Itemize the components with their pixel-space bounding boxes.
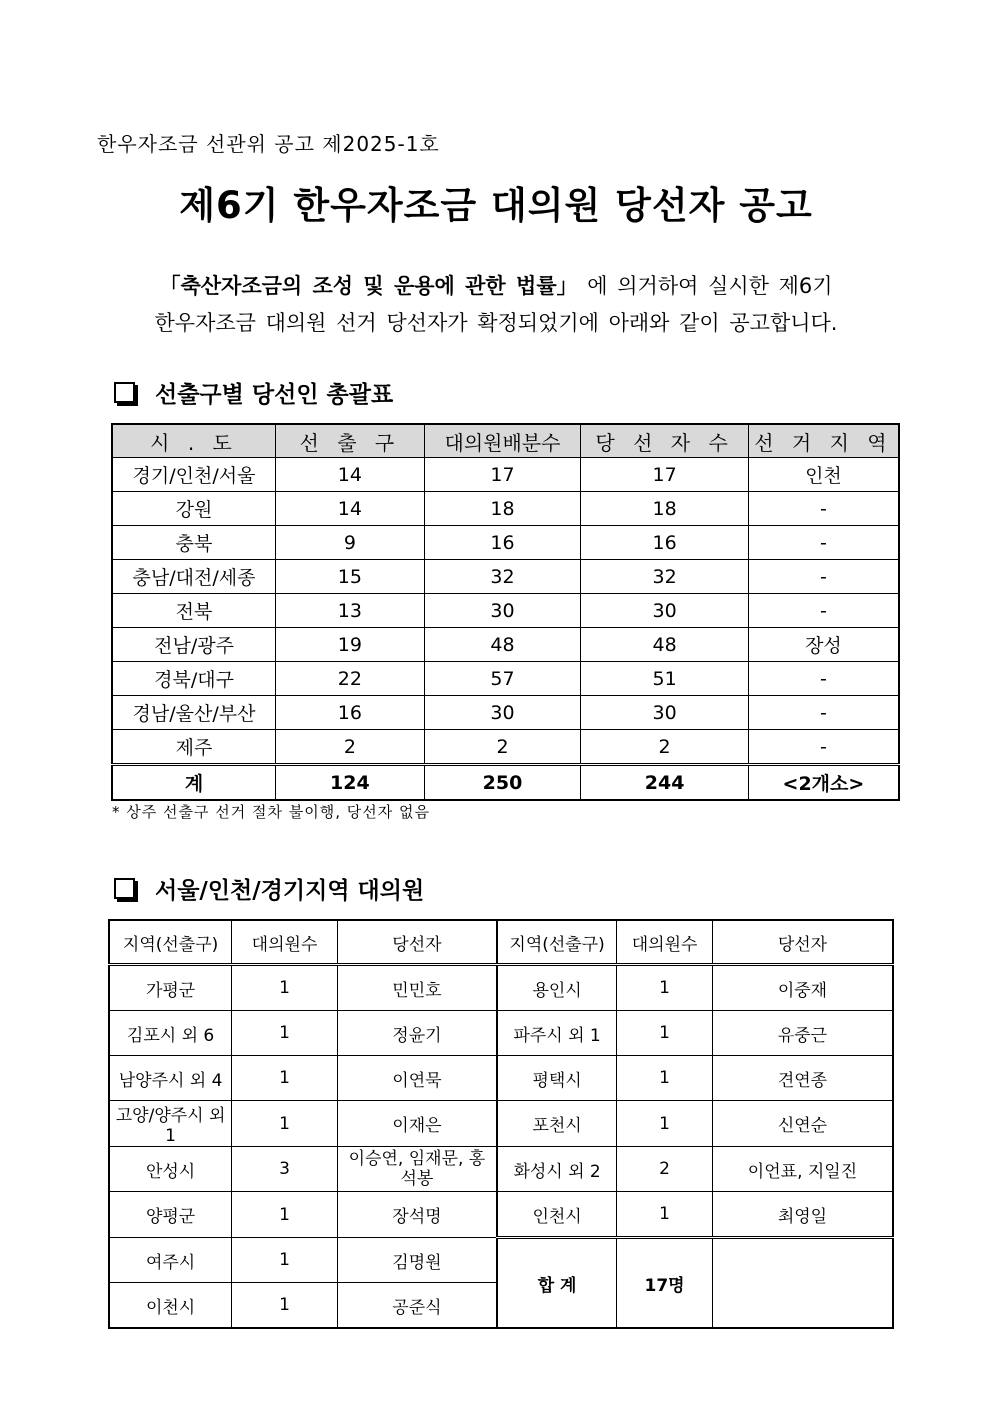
region-cell: 이중재 (712, 965, 893, 1011)
region-cell: 1 (617, 1011, 713, 1056)
summary-cell: - (748, 696, 899, 730)
region-cell: 최영일 (712, 1192, 893, 1238)
summary-heading-text: 선출구별 당선인 총괄표 (155, 382, 394, 408)
summary-cell: 16 (581, 526, 749, 560)
region-cell: 1 (232, 965, 338, 1011)
region-cell: 용인시 (497, 965, 617, 1011)
region-cell: 파주시 외 1 (497, 1011, 617, 1056)
region-row (109, 965, 893, 1011)
summary-total-cell: 계 (112, 765, 276, 801)
summary-cell: 30 (581, 696, 749, 730)
summary-cell: 16 (424, 526, 581, 560)
region-cell: 1 (617, 1056, 713, 1101)
region-cell: 견연종 (712, 1056, 893, 1101)
column-header: 대의원수 (232, 920, 338, 965)
region-cell: 공준식 (337, 1283, 497, 1329)
summary-cell: 19 (276, 628, 425, 662)
summary-total-cell: 250 (424, 765, 581, 801)
region-cell: 3 (232, 1147, 338, 1192)
summary-total-row (112, 765, 899, 801)
column-header: 당선자 (712, 920, 893, 965)
summary-cell: 48 (581, 628, 749, 662)
region-cell: 양평군 (109, 1192, 232, 1238)
checkbox-bullet-icon (114, 878, 135, 899)
region-total-value: 17명 (617, 1238, 713, 1329)
region-row (109, 1101, 893, 1147)
region-cell: 정윤기 (337, 1011, 497, 1056)
checkbox-bullet-icon (114, 382, 135, 403)
summary-table (111, 423, 900, 801)
summary-cell: 14 (276, 458, 425, 492)
summary-cell: 32 (424, 560, 581, 594)
summary-cell: 15 (276, 560, 425, 594)
summary-cell: 2 (424, 730, 581, 765)
summary-cell: - (748, 662, 899, 696)
column-header: 지역(선출구) (109, 920, 232, 965)
intro-paragraph (110, 268, 882, 342)
summary-cell: 32 (581, 560, 749, 594)
summary-cell: 30 (424, 696, 581, 730)
region-cell: 화성시 외 2 (497, 1147, 617, 1192)
document-title: 제6기 한우자조금 대의원 당선자 공고 (179, 184, 813, 227)
column-header: 당선자 (337, 920, 497, 965)
summary-cell: 17 (424, 458, 581, 492)
region-heading (112, 872, 424, 905)
region-cell: 남양주시 외 4 (109, 1056, 232, 1101)
region-cell: 장석명 (337, 1192, 497, 1238)
region-cell: 김포시 외 6 (109, 1011, 232, 1056)
summary-cell: - (748, 730, 899, 765)
summary-row (112, 628, 899, 662)
summary-row (112, 492, 899, 526)
region-table (108, 919, 894, 1329)
column-header: 시 . 도 (112, 424, 276, 458)
summary-total-cell: <2개소> (748, 765, 899, 801)
summary-total-cell: 244 (581, 765, 749, 801)
footnote: * 상주 선출구 선거 절차 불이행, 당선자 없음 (112, 803, 430, 821)
region-row (109, 1238, 893, 1283)
region-row (109, 1147, 893, 1192)
region-heading-text: 서울/인천/경기지역 대의원 (155, 878, 425, 904)
summary-cell: - (748, 594, 899, 628)
region-cell: 고양/양주시 외 1 (109, 1101, 232, 1147)
summary-row (112, 458, 899, 492)
region-row (109, 1056, 893, 1101)
summary-cell: 14 (276, 492, 425, 526)
intro-line1: 에 의거하여 실시한 제6기 (577, 274, 833, 298)
summary-cell: 경북/대구 (112, 662, 276, 696)
column-header: 대의원수 (617, 920, 713, 965)
region-cell: 유중근 (712, 1011, 893, 1056)
law-name: 「축산자조금의 조성 및 운용에 관한 법률」 (159, 274, 578, 298)
summary-row (112, 696, 899, 730)
summary-heading (112, 376, 393, 409)
region-cell: 1 (232, 1238, 338, 1283)
region-cell: 이언표, 지일진 (712, 1147, 893, 1192)
region-cell: 1 (617, 965, 713, 1011)
summary-cell: 강원 (112, 492, 276, 526)
summary-cell: 51 (581, 662, 749, 696)
region-cell: 신연순 (712, 1101, 893, 1147)
summary-total-cell: 124 (276, 765, 425, 801)
summary-cell: 전남/광주 (112, 628, 276, 662)
summary-header-row (112, 424, 899, 458)
summary-cell: 30 (581, 594, 749, 628)
summary-cell: 2 (276, 730, 425, 765)
summary-cell: 경기/인천/서울 (112, 458, 276, 492)
summary-row (112, 662, 899, 696)
summary-row (112, 594, 899, 628)
summary-cell: 18 (581, 492, 749, 526)
region-cell: 이연묵 (337, 1056, 497, 1101)
region-cell: 이천시 (109, 1283, 232, 1329)
summary-cell: 인천 (748, 458, 899, 492)
region-cell: 1 (232, 1056, 338, 1101)
region-total-blank (712, 1238, 893, 1329)
column-header: 당 선 자 수 (581, 424, 749, 458)
region-cell: 인천시 (497, 1192, 617, 1238)
region-cell: 민민호 (337, 965, 497, 1011)
summary-cell: 16 (276, 696, 425, 730)
intro-line2: 한우자조금 대의원 선거 당선자가 확정되었기에 아래와 같이 공고합니다. (154, 311, 838, 335)
summary-row (112, 526, 899, 560)
summary-cell: 2 (581, 730, 749, 765)
region-cell: 이승연, 임재문, 홍석봉 (337, 1147, 497, 1192)
summary-cell: 48 (424, 628, 581, 662)
region-row (109, 1011, 893, 1056)
summary-cell: 경남/울산/부산 (112, 696, 276, 730)
summary-cell: 30 (424, 594, 581, 628)
summary-cell: 충남/대전/세종 (112, 560, 276, 594)
region-header-row (109, 920, 893, 965)
region-row (109, 1192, 893, 1238)
region-cell: 1 (232, 1101, 338, 1147)
region-cell: 1 (617, 1101, 713, 1147)
region-cell: 포천시 (497, 1101, 617, 1147)
column-header: 지역(선출구) (497, 920, 617, 965)
summary-cell: 13 (276, 594, 425, 628)
region-cell: 평택시 (497, 1056, 617, 1101)
region-cell: 1 (232, 1011, 338, 1056)
summary-cell: 전북 (112, 594, 276, 628)
column-header: 선 거 지 역 (748, 424, 899, 458)
summary-cell: - (748, 526, 899, 560)
summary-cell: 17 (581, 458, 749, 492)
summary-cell: 18 (424, 492, 581, 526)
summary-cell: - (748, 560, 899, 594)
region-cell: 1 (617, 1192, 713, 1238)
region-cell: 여주시 (109, 1238, 232, 1283)
region-cell: 이재은 (337, 1101, 497, 1147)
summary-cell: 제주 (112, 730, 276, 765)
region-total-label: 합 계 (497, 1238, 617, 1329)
region-cell: 가평군 (109, 965, 232, 1011)
region-cell: 2 (617, 1147, 713, 1192)
summary-cell: 57 (424, 662, 581, 696)
summary-cell: 장성 (748, 628, 899, 662)
column-header: 대의원배분수 (424, 424, 581, 458)
notice-number: 한우자조금 선관위 공고 제2025-1호 (97, 132, 440, 156)
region-cell: 1 (232, 1192, 338, 1238)
region-cell: 안성시 (109, 1147, 232, 1192)
summary-cell: - (748, 492, 899, 526)
summary-cell: 9 (276, 526, 425, 560)
column-header: 선 출 구 (276, 424, 425, 458)
summary-cell: 충북 (112, 526, 276, 560)
region-cell: 1 (232, 1283, 338, 1329)
region-cell: 김명원 (337, 1238, 497, 1283)
summary-row (112, 730, 899, 765)
summary-row (112, 560, 899, 594)
summary-cell: 22 (276, 662, 425, 696)
